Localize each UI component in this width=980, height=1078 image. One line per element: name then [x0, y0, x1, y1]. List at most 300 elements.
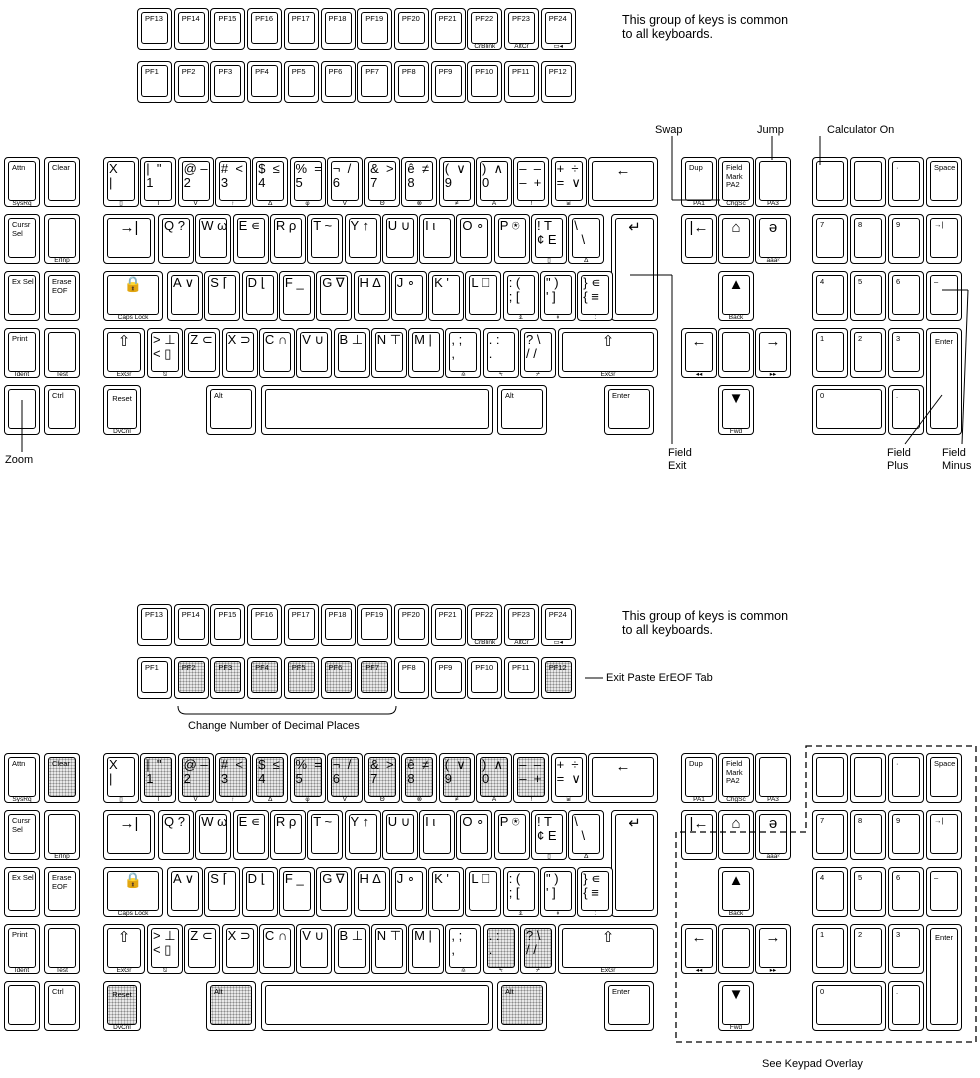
pf-key-22[interactable]	[467, 604, 502, 646]
pf-key-23[interactable]	[504, 604, 539, 646]
character-key[interactable]	[215, 157, 251, 207]
character-key[interactable]	[103, 157, 139, 207]
character-key[interactable]	[252, 157, 288, 207]
key-sublabel: PA1	[693, 200, 705, 207]
key-legend: H ∆	[359, 275, 381, 290]
pf-key-10[interactable]	[467, 61, 502, 103]
keypad-key[interactable]	[926, 810, 962, 860]
caps-lock-key[interactable]	[103, 867, 163, 917]
character-key[interactable]	[204, 271, 240, 321]
key-cap	[48, 928, 76, 968]
character-key[interactable]	[513, 753, 549, 803]
reset-key[interactable]	[103, 385, 141, 435]
character-key[interactable]	[354, 867, 390, 917]
character-key[interactable]	[270, 810, 306, 860]
down-arrow-key[interactable]	[718, 385, 754, 435]
character-key[interactable]	[242, 271, 278, 321]
left-key[interactable]	[4, 157, 40, 207]
pf-key-17[interactable]	[284, 604, 319, 646]
keypad-key[interactable]	[850, 328, 886, 378]
pf-key-15[interactable]	[210, 604, 245, 646]
character-key[interactable]	[327, 157, 363, 207]
character-key[interactable]	[290, 753, 326, 803]
arrow-icon: ⇧	[117, 333, 131, 350]
tab-key[interactable]	[103, 214, 155, 264]
character-key[interactable]	[577, 867, 613, 917]
keypad-key[interactable]	[812, 271, 848, 321]
backspace-key[interactable]	[588, 753, 658, 803]
character-key[interactable]	[439, 157, 475, 207]
key-label: 1	[820, 334, 825, 343]
pf-key-20[interactable]	[394, 604, 429, 646]
pf-key-24[interactable]	[541, 8, 576, 50]
character-key[interactable]	[307, 810, 343, 860]
caps-lock-key[interactable]	[103, 271, 163, 321]
character-key[interactable]	[158, 810, 194, 860]
keypad-key[interactable]	[888, 924, 924, 974]
character-key[interactable]	[279, 271, 315, 321]
character-key[interactable]	[103, 753, 139, 803]
field-mark-key[interactable]	[718, 157, 754, 207]
key-label: Clear	[52, 759, 70, 768]
character-key[interactable]	[184, 328, 220, 378]
character-key[interactable]	[382, 810, 418, 860]
down-arrow-key[interactable]	[718, 981, 754, 1031]
character-key[interactable]	[520, 924, 556, 974]
pf-key-4[interactable]	[247, 657, 282, 699]
up-arrow-key[interactable]	[718, 867, 754, 917]
character-key[interactable]	[382, 214, 418, 264]
space-bar[interactable]	[261, 981, 493, 1031]
keypad-key[interactable]	[812, 157, 848, 207]
enter-key[interactable]	[604, 981, 654, 1031]
key-legend: Y ↑	[350, 218, 370, 233]
enter-key[interactable]	[604, 385, 654, 435]
character-key[interactable]	[158, 214, 194, 264]
key-cap	[930, 928, 958, 1025]
space-bar[interactable]	[261, 385, 493, 435]
key-label: 2	[858, 930, 863, 939]
keypad-key[interactable]	[850, 753, 886, 803]
character-key[interactable]	[270, 214, 306, 264]
character-key[interactable]	[233, 810, 269, 860]
keypad-key[interactable]	[888, 157, 924, 207]
character-key[interactable]	[307, 214, 343, 264]
pf-key-13[interactable]	[137, 604, 172, 646]
key-label: Enter	[935, 337, 953, 346]
pf-key-2[interactable]	[174, 657, 209, 699]
character-key[interactable]	[316, 867, 352, 917]
character-key[interactable]	[327, 753, 363, 803]
pf-key-6[interactable]	[321, 657, 356, 699]
keypad-key[interactable]	[926, 271, 962, 321]
character-key[interactable]	[345, 810, 381, 860]
character-key[interactable]	[513, 157, 549, 207]
right-shift-key[interactable]	[558, 328, 658, 378]
alt-right-key[interactable]	[497, 385, 547, 435]
key-label: Alt	[214, 391, 223, 400]
character-key[interactable]	[222, 328, 258, 378]
pf-key-4[interactable]	[247, 61, 282, 103]
delete-key[interactable]	[755, 214, 791, 264]
character-key[interactable]	[334, 328, 370, 378]
left-key[interactable]	[4, 924, 40, 974]
key-sublabel: ▯	[119, 200, 123, 207]
keypad-key[interactable]	[850, 271, 886, 321]
character-key[interactable]	[345, 214, 381, 264]
character-key[interactable]	[494, 214, 530, 264]
key-legend: U ∪	[387, 218, 411, 233]
left-key[interactable]	[4, 867, 40, 917]
character-key[interactable]	[428, 867, 464, 917]
pf-key-18[interactable]	[321, 8, 356, 50]
keypad-key[interactable]	[888, 867, 924, 917]
character-key[interactable]	[296, 328, 332, 378]
pf-key-23[interactable]	[504, 8, 539, 50]
delete-key[interactable]	[755, 810, 791, 860]
left-key[interactable]	[44, 924, 80, 974]
character-key[interactable]	[147, 328, 183, 378]
key-sublabel: ⍕	[556, 314, 560, 321]
character-key[interactable]	[371, 924, 407, 974]
key-label: PF15	[218, 610, 237, 619]
key-sublabel: ⍀	[498, 967, 503, 974]
character-key[interactable]	[503, 271, 539, 321]
left-key[interactable]	[44, 981, 80, 1031]
left-key[interactable]	[44, 157, 80, 207]
pf-key-13[interactable]	[137, 8, 172, 50]
keypad-key[interactable]	[850, 810, 886, 860]
key-legend: W ω	[201, 814, 228, 829]
character-key[interactable]	[568, 810, 604, 860]
pf-key-19[interactable]	[357, 604, 392, 646]
keypad-key[interactable]	[926, 753, 962, 803]
character-key[interactable]	[140, 753, 176, 803]
key-label: Print	[12, 930, 28, 939]
keypad-key[interactable]	[888, 214, 924, 264]
character-key[interactable]	[222, 924, 258, 974]
keypad-key[interactable]	[888, 753, 924, 803]
character-key[interactable]	[316, 271, 352, 321]
right-shift-key[interactable]	[558, 924, 658, 974]
character-key[interactable]	[401, 753, 437, 803]
key-sublabel: ▯	[119, 796, 123, 803]
character-key[interactable]	[408, 328, 444, 378]
character-key[interactable]	[476, 753, 512, 803]
zoom-callout: Zoom	[5, 454, 34, 466]
key-legend: ! T ¢ E	[537, 218, 557, 247]
character-key[interactable]	[419, 214, 455, 264]
alt-left-key[interactable]	[206, 385, 256, 435]
character-key[interactable]	[178, 157, 214, 207]
backspace-key[interactable]	[588, 157, 658, 207]
key-label: PF2	[181, 67, 196, 76]
character-key[interactable]	[215, 753, 251, 803]
character-key[interactable]	[204, 867, 240, 917]
keypad-key[interactable]	[850, 924, 886, 974]
pf-key-14[interactable]	[174, 604, 209, 646]
character-key[interactable]	[242, 867, 278, 917]
key-cap	[722, 332, 750, 372]
character-key[interactable]	[456, 214, 492, 264]
character-key[interactable]	[401, 157, 437, 207]
pf-key-2[interactable]	[174, 61, 209, 103]
key-label: PF15	[218, 14, 237, 23]
pf-key-24[interactable]	[541, 604, 576, 646]
key-sublabel: Ident	[14, 371, 30, 378]
common-keys-note: This group of keys is common to all keyboards.	[622, 609, 789, 637]
character-key[interactable]	[456, 810, 492, 860]
pf-key-22[interactable]	[467, 8, 502, 50]
character-key[interactable]	[259, 924, 295, 974]
character-key[interactable]	[259, 328, 295, 378]
left-key[interactable]	[4, 385, 40, 435]
pf-key-3[interactable]	[210, 657, 245, 699]
pf-key-1[interactable]	[137, 61, 172, 103]
character-key[interactable]	[476, 157, 512, 207]
key-legend: E ∊	[238, 814, 261, 829]
keypad-key[interactable]	[888, 328, 924, 378]
character-key[interactable]	[494, 810, 530, 860]
character-key[interactable]	[483, 924, 519, 974]
character-key[interactable]	[184, 924, 220, 974]
left-key[interactable]	[4, 810, 40, 860]
keypad-zero-key[interactable]	[812, 981, 886, 1031]
left-key[interactable]	[44, 328, 80, 378]
keypad-key[interactable]	[850, 867, 886, 917]
right-arrow-key[interactable]	[755, 328, 791, 378]
back-tab-key[interactable]	[681, 810, 717, 860]
character-key[interactable]	[568, 214, 604, 264]
left-key[interactable]	[4, 328, 40, 378]
reset-key[interactable]	[103, 981, 141, 1031]
character-key[interactable]	[551, 157, 587, 207]
field-mark-key[interactable]	[718, 753, 754, 803]
character-key[interactable]	[551, 753, 587, 803]
pf-key-7[interactable]	[357, 61, 392, 103]
pf-key-6[interactable]	[321, 61, 356, 103]
pf-key-16[interactable]	[247, 8, 282, 50]
keypad-key[interactable]	[812, 328, 848, 378]
left-key[interactable]	[4, 753, 40, 803]
character-key[interactable]	[252, 753, 288, 803]
key-label: PF3	[218, 67, 233, 76]
new-line-key[interactable]	[718, 328, 754, 378]
character-key[interactable]	[445, 328, 481, 378]
character-key[interactable]	[195, 810, 231, 860]
keypad-decimal-key[interactable]	[888, 981, 924, 1031]
key-label: PF19	[365, 14, 384, 23]
key-sublabel: ⍉	[163, 967, 167, 974]
character-key[interactable]	[364, 753, 400, 803]
character-key[interactable]	[483, 328, 519, 378]
character-key[interactable]	[371, 328, 407, 378]
pf-key-8[interactable]	[394, 61, 429, 103]
character-key[interactable]	[465, 271, 501, 321]
alt-left-key[interactable]	[206, 981, 256, 1031]
keypad-decimal-key[interactable]	[888, 385, 924, 435]
right-arrow-key[interactable]	[755, 924, 791, 974]
pf-key-7[interactable]	[357, 657, 392, 699]
key-sublabel: ≠	[454, 200, 459, 207]
pf-key-10[interactable]	[467, 657, 502, 699]
pf-key-12[interactable]	[541, 61, 576, 103]
key-cap	[759, 161, 787, 201]
character-key[interactable]	[408, 924, 444, 974]
character-key[interactable]	[140, 157, 176, 207]
key-sublabel: ↑	[231, 796, 235, 803]
key-legend: P ⍟	[499, 814, 520, 829]
key-sublabel: Ident	[14, 967, 30, 974]
pf-key-11[interactable]	[504, 657, 539, 699]
character-key[interactable]	[391, 271, 427, 321]
character-key[interactable]	[540, 271, 576, 321]
keypad-key[interactable]	[850, 157, 886, 207]
character-key[interactable]	[195, 214, 231, 264]
left-arrow-key[interactable]	[681, 924, 717, 974]
left-key[interactable]	[4, 981, 40, 1031]
left-key[interactable]	[44, 385, 80, 435]
home-key[interactable]	[718, 810, 754, 860]
character-key[interactable]	[167, 271, 203, 321]
left-shift-key[interactable]	[103, 924, 145, 974]
left-key[interactable]	[44, 867, 80, 917]
key-cap	[48, 814, 76, 854]
pf-key-19[interactable]	[357, 8, 392, 50]
key-label: PF9	[438, 67, 453, 76]
key-legend: C ∩	[264, 332, 288, 347]
pf-key-21[interactable]	[431, 8, 466, 50]
character-key[interactable]	[445, 924, 481, 974]
keypad-key[interactable]	[812, 867, 848, 917]
pf-key-8[interactable]	[394, 657, 429, 699]
key-label: PF9	[438, 663, 453, 672]
arrow-icon: 🔒	[123, 276, 143, 293]
pa3-key[interactable]	[755, 753, 791, 803]
keypad-key[interactable]	[926, 867, 962, 917]
key-legend: L ⎕	[471, 871, 490, 886]
key-label: 7	[820, 816, 825, 825]
keypad-enter-key[interactable]	[926, 924, 962, 1031]
keypad-key[interactable]	[850, 214, 886, 264]
key-legend: M |	[414, 928, 432, 943]
enter-key[interactable]	[611, 214, 658, 321]
left-key[interactable]	[4, 214, 40, 264]
character-key[interactable]	[296, 924, 332, 974]
character-key[interactable]	[540, 867, 576, 917]
calculator-on-callout: Calculator On	[827, 124, 895, 136]
key-legend: \ \	[574, 218, 586, 247]
arrow-icon: ↵	[628, 219, 641, 236]
character-key[interactable]	[465, 867, 501, 917]
character-key[interactable]	[290, 157, 326, 207]
keypad-key[interactable]	[812, 924, 848, 974]
keypad-key[interactable]	[812, 214, 848, 264]
character-key[interactable]	[531, 214, 567, 264]
enter-key[interactable]	[611, 810, 658, 917]
keypad-key[interactable]	[888, 810, 924, 860]
character-key[interactable]	[503, 867, 539, 917]
key-sublabel: PA1	[693, 796, 705, 803]
new-line-key[interactable]	[718, 924, 754, 974]
pf-key-12[interactable]	[541, 657, 576, 699]
key-sublabel: aaa²	[766, 257, 780, 264]
left-arrow-key[interactable]	[681, 328, 717, 378]
keypad-zero-key[interactable]	[812, 385, 886, 435]
pf-key-17[interactable]	[284, 8, 319, 50]
pf-key-9[interactable]	[431, 61, 466, 103]
pf-key-15[interactable]	[210, 8, 245, 50]
arrow-icon: →|	[119, 815, 139, 832]
character-key[interactable]	[233, 214, 269, 264]
left-key[interactable]	[4, 271, 40, 321]
up-arrow-key[interactable]	[718, 271, 754, 321]
left-key[interactable]	[44, 214, 80, 264]
character-key[interactable]	[419, 810, 455, 860]
keypad-key[interactable]	[888, 271, 924, 321]
pf-key-1[interactable]	[137, 657, 172, 699]
pf-key-21[interactable]	[431, 604, 466, 646]
character-key[interactable]	[178, 753, 214, 803]
pf-key-16[interactable]	[247, 604, 282, 646]
left-key[interactable]	[44, 810, 80, 860]
key-sublabel: φ	[305, 796, 310, 803]
home-key[interactable]	[718, 214, 754, 264]
pf-key-5[interactable]	[284, 657, 319, 699]
pf-key-9[interactable]	[431, 657, 466, 699]
key-label: PF12	[548, 663, 567, 672]
pf-key-20[interactable]	[394, 8, 429, 50]
keypad-key[interactable]	[926, 157, 962, 207]
character-key[interactable]	[334, 924, 370, 974]
character-key[interactable]	[531, 810, 567, 860]
tab-key[interactable]	[103, 810, 155, 860]
pf-key-3[interactable]	[210, 61, 245, 103]
key-legend: " ) ' ]	[546, 871, 559, 900]
keypad-key[interactable]	[812, 753, 848, 803]
key-sublabel: ⌿	[536, 967, 540, 974]
left-shift-key[interactable]	[103, 328, 145, 378]
keypad-key[interactable]	[812, 810, 848, 860]
character-key[interactable]	[439, 753, 475, 803]
keypad-enter-key[interactable]	[926, 328, 962, 435]
character-key[interactable]	[577, 271, 613, 321]
character-key[interactable]	[279, 867, 315, 917]
character-key[interactable]	[391, 867, 427, 917]
alt-right-key[interactable]	[497, 981, 547, 1031]
pf-key-11[interactable]	[504, 61, 539, 103]
left-key[interactable]	[44, 753, 80, 803]
character-key[interactable]	[364, 157, 400, 207]
character-key[interactable]	[428, 271, 464, 321]
character-key[interactable]	[354, 271, 390, 321]
pf-key-5[interactable]	[284, 61, 319, 103]
character-key[interactable]	[520, 328, 556, 378]
dup-key[interactable]	[681, 157, 717, 207]
pf-key-18[interactable]	[321, 604, 356, 646]
character-key[interactable]	[167, 867, 203, 917]
dup-key[interactable]	[681, 753, 717, 803]
pa3-key[interactable]	[755, 157, 791, 207]
left-key[interactable]	[44, 271, 80, 321]
key-sublabel: ∆	[584, 257, 589, 264]
key-sublabel: aaa²	[766, 853, 780, 860]
character-key[interactable]	[147, 924, 183, 974]
pf-key-14[interactable]	[174, 8, 209, 50]
keypad-key[interactable]	[926, 214, 962, 264]
back-tab-key[interactable]	[681, 214, 717, 264]
key-legend: K '	[434, 275, 449, 290]
